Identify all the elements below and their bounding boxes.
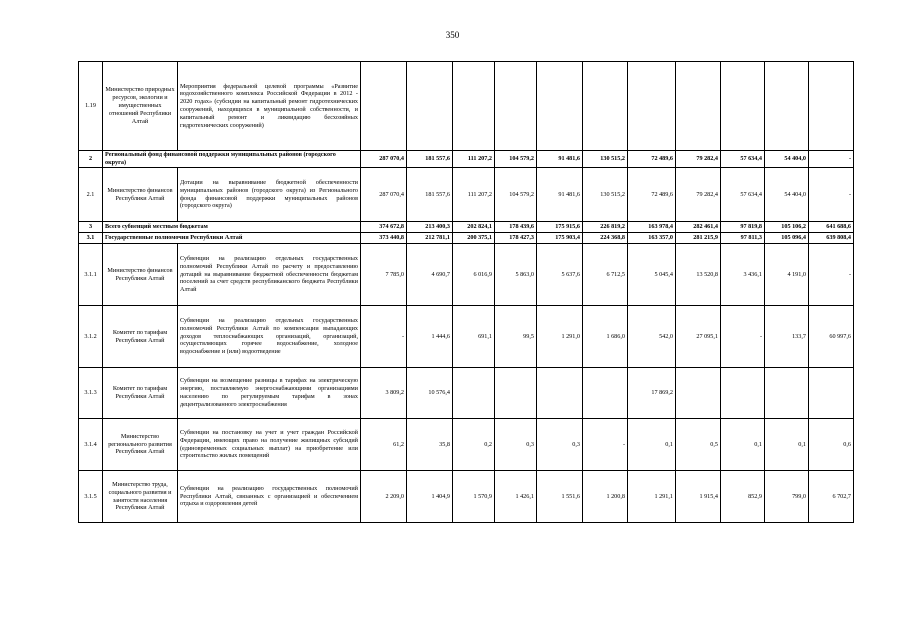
value-cell: 282 461,4 [676, 222, 721, 233]
value-cell: 1 291,0 [537, 306, 583, 368]
value-cell: 97 819,8 [721, 222, 765, 233]
row-number: 3.1.4 [79, 419, 103, 471]
table-row [79, 306, 854, 368]
value-cell: 133,7 [765, 306, 809, 368]
value-cell [583, 62, 628, 151]
value-cell: 6 702,7 [809, 471, 854, 523]
value-cell: 57 634,4 [721, 168, 765, 222]
value-cell: - [809, 168, 854, 222]
value-cell: 17 869,2 [628, 368, 676, 419]
row-organization: Комитет по тарифам Республики Алтай [103, 368, 178, 419]
value-cell: 641 688,6 [809, 222, 854, 233]
value-cell: 1 444,6 [407, 306, 453, 368]
value-cell [407, 62, 453, 151]
row-organization: Министерство финансов Республики Алтай [103, 168, 178, 222]
value-cell: 1 404,9 [407, 471, 453, 523]
value-cell: 212 781,1 [407, 233, 453, 244]
row-number: 3.1.3 [79, 368, 103, 419]
row-number: 2 [79, 151, 103, 168]
value-cell: 281 215,9 [676, 233, 721, 244]
value-cell: 0,6 [809, 419, 854, 471]
value-cell: 6 016,9 [453, 244, 495, 306]
value-cell: 799,0 [765, 471, 809, 523]
value-cell: 0,5 [676, 419, 721, 471]
value-cell: 97 811,3 [721, 233, 765, 244]
value-cell [721, 62, 765, 151]
value-cell: 852,9 [721, 471, 765, 523]
budget-table [78, 61, 854, 523]
row-organization: Министерство труда, социального развития и занятости населения Республики Алтай [103, 471, 178, 523]
value-cell: 0,1 [765, 419, 809, 471]
value-cell: 178 427,3 [495, 233, 537, 244]
value-cell: 1 291,1 [628, 471, 676, 523]
value-cell: 27 095,1 [676, 306, 721, 368]
table-row [79, 244, 854, 306]
table-row [79, 368, 854, 419]
value-cell: 91 481,6 [537, 168, 583, 222]
row-title: Государственные полномочия Республики Алтай [103, 233, 361, 244]
value-cell: 35,8 [407, 419, 453, 471]
table-row [79, 168, 854, 222]
value-cell: 287 070,4 [361, 151, 407, 168]
value-cell: 79 282,4 [676, 168, 721, 222]
value-cell: 111 207,2 [453, 151, 495, 168]
value-cell [721, 368, 765, 419]
value-cell: 1 200,8 [583, 471, 628, 523]
value-cell [453, 368, 495, 419]
row-organization: Министерство финансов Республики Алтай [103, 244, 178, 306]
value-cell: 72 489,6 [628, 151, 676, 168]
value-cell: 287 070,4 [361, 168, 407, 222]
value-cell: 1 915,4 [676, 471, 721, 523]
value-cell: - [361, 306, 407, 368]
value-cell [537, 368, 583, 419]
row-number: 3.1.5 [79, 471, 103, 523]
row-description: Дотации на выравнивание бюджетной обеспеченности муниципальных районов (городского округа) из Регионального фонда финансовой поддержки муниципальных районов (городского округа) [178, 168, 361, 222]
value-cell: 104 579,2 [495, 168, 537, 222]
row-description: Субвенции на реализацию отдельных государственных полномочий Республики Алтай по расчету и предоставлению дотаций на выравнивание бюджетной обеспеченности бюджетам поселений за счет средств республиканского бюджета Республики Алтай [178, 244, 361, 306]
value-cell: 91 481,6 [537, 151, 583, 168]
row-number: 3.1.1 [79, 244, 103, 306]
value-cell: - [809, 244, 854, 306]
value-cell: 542,0 [628, 306, 676, 368]
value-cell: 200 375,1 [453, 233, 495, 244]
table-row [79, 471, 854, 523]
value-cell: 54 404,0 [765, 151, 809, 168]
value-cell: 0,2 [453, 419, 495, 471]
value-cell: 79 282,4 [676, 151, 721, 168]
row-number: 1.19 [79, 62, 103, 151]
value-cell: 105 106,2 [765, 222, 809, 233]
value-cell: 105 096,4 [765, 233, 809, 244]
value-cell: 3 809,2 [361, 368, 407, 419]
table-row [79, 222, 854, 233]
value-cell [495, 62, 537, 151]
value-cell: 4 690,7 [407, 244, 453, 306]
value-cell [809, 62, 854, 151]
value-cell [495, 368, 537, 419]
value-cell: 202 824,1 [453, 222, 495, 233]
row-description: Субвенции на реализацию государственных полномочий Республики Алтай, связанных с организацией и обеспечением отдыха и оздоровления детей [178, 471, 361, 523]
value-cell: 374 672,8 [361, 222, 407, 233]
table-row [79, 233, 854, 244]
value-cell: 373 440,8 [361, 233, 407, 244]
value-cell: 1 426,1 [495, 471, 537, 523]
row-number: 2.1 [79, 168, 103, 222]
row-description: Субвенции на реализацию отдельных государственных полномочий Республики Алтай по компенсации выпадающих доходов теплоснабжающих организаций, организаций, осуществляющих горячее водоснабжение, холодное водоснабжение и (или) водоотведение [178, 306, 361, 368]
value-cell [676, 62, 721, 151]
value-cell [765, 62, 809, 151]
row-description: Субвенции на постановку на учет и учет граждан Российской Федерации, имеющих право на получение жилищных субсидий (единовременных социальных выплат) на приобретение или строительство жилых помещений [178, 419, 361, 471]
value-cell: 0,1 [721, 419, 765, 471]
value-cell: 111 207,2 [453, 168, 495, 222]
value-cell: 104 579,2 [495, 151, 537, 168]
value-cell: 224 368,8 [583, 233, 628, 244]
row-title: Всего субвенций местным бюджетам [103, 222, 361, 233]
value-cell: 99,5 [495, 306, 537, 368]
value-cell: 639 808,4 [809, 233, 854, 244]
value-cell: 181 557,6 [407, 168, 453, 222]
table-row [79, 62, 854, 151]
row-number: 3 [79, 222, 103, 233]
value-cell: 7 785,0 [361, 244, 407, 306]
row-organization: Министерство природных ресурсов, экологии и имущественных отношений Республики Алтай [103, 62, 178, 151]
value-cell [765, 368, 809, 419]
row-description: Субвенции на возмещение разницы в тарифах на электрическую энергию, поставляемую энергоснабжающими организациями населению по регулируемым тарифам в зонах децентрализованного электроснабжения [178, 368, 361, 419]
row-organization: Комитет по тарифам Республики Алтай [103, 306, 178, 368]
value-cell: 13 520,8 [676, 244, 721, 306]
value-cell [583, 368, 628, 419]
value-cell: 175 903,4 [537, 233, 583, 244]
value-cell: 130 515,2 [583, 168, 628, 222]
value-cell: 72 489,6 [628, 168, 676, 222]
value-cell: 1 686,0 [583, 306, 628, 368]
value-cell: - [809, 151, 854, 168]
page-number: 350 [445, 30, 460, 40]
value-cell: 1 551,6 [537, 471, 583, 523]
value-cell: - [583, 419, 628, 471]
value-cell: 226 819,2 [583, 222, 628, 233]
value-cell: 1 570,9 [453, 471, 495, 523]
value-cell: 2 209,0 [361, 471, 407, 523]
value-cell: 5 045,4 [628, 244, 676, 306]
row-description: Мероприятия федеральной целевой программы «Развитие водохозяйственного комплекса Российской Федерации в 2012 - 2020 годах» (субсидии на капитальный ремонт гидротехнических сооружений, находящихся в муниципальной собственности, и капитальный ремонт и ликвидацию бесхозяйных гидротехнических сооружений) [178, 62, 361, 151]
value-cell: 691,1 [453, 306, 495, 368]
value-cell [809, 368, 854, 419]
value-cell: 6 712,5 [583, 244, 628, 306]
value-cell: 4 191,0 [765, 244, 809, 306]
value-cell [537, 62, 583, 151]
row-title: Региональный фонд финансовой поддержки муниципальных районов (городского округа) [103, 151, 361, 168]
value-cell: 213 400,3 [407, 222, 453, 233]
value-cell: 3 436,1 [721, 244, 765, 306]
value-cell: 178 439,6 [495, 222, 537, 233]
value-cell: 130 515,2 [583, 151, 628, 168]
value-cell: 181 557,6 [407, 151, 453, 168]
value-cell: 60 997,6 [809, 306, 854, 368]
value-cell: 0,3 [537, 419, 583, 471]
value-cell: 0,3 [495, 419, 537, 471]
value-cell [676, 368, 721, 419]
value-cell: 5 863,0 [495, 244, 537, 306]
row-number: 3.1 [79, 233, 103, 244]
value-cell: 163 978,4 [628, 222, 676, 233]
value-cell: 175 915,6 [537, 222, 583, 233]
value-cell: 54 404,0 [765, 168, 809, 222]
value-cell: 163 357,0 [628, 233, 676, 244]
value-cell: 5 637,6 [537, 244, 583, 306]
value-cell: 61,2 [361, 419, 407, 471]
value-cell: 0,1 [628, 419, 676, 471]
table-row [79, 419, 854, 471]
value-cell [361, 62, 407, 151]
row-organization: Министерство регионального развития Республики Алтай [103, 419, 178, 471]
row-number: 3.1.2 [79, 306, 103, 368]
value-cell: - [721, 306, 765, 368]
value-cell [628, 62, 676, 151]
value-cell [453, 62, 495, 151]
table-row [79, 151, 854, 168]
value-cell: 10 576,4 [407, 368, 453, 419]
value-cell: 57 634,4 [721, 151, 765, 168]
